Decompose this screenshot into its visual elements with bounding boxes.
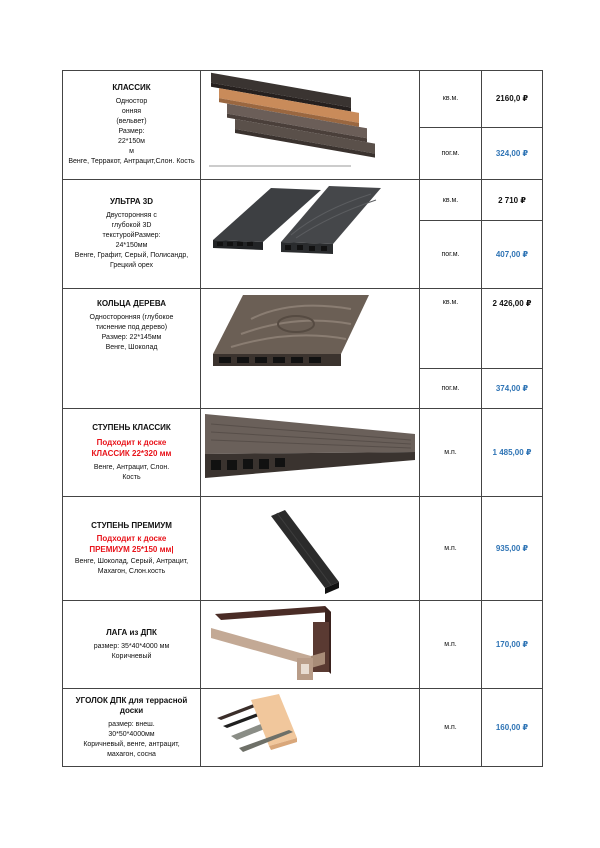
product-description xyxy=(63,497,201,601)
corner-image xyxy=(201,690,420,766)
product-description xyxy=(63,689,201,767)
product-name: СТУПЕНЬ ПРЕМИУМ xyxy=(91,520,172,530)
product-image-corner xyxy=(201,689,420,767)
product-image-step-premium xyxy=(201,497,420,601)
desc-line: Коричневый xyxy=(111,652,152,660)
product-image-classic xyxy=(201,71,420,180)
table-row xyxy=(63,289,543,369)
price-value: 2 426,00 ₽ xyxy=(482,289,543,369)
desc-line: махагон, сосна xyxy=(107,750,156,758)
desc-line: Венге, Антрацит, Слон. xyxy=(93,463,170,471)
desc-line: Коричневый, венге, антрацит, xyxy=(83,740,180,748)
price-value: 407,00 ₽ xyxy=(482,221,543,289)
product-image-ultra xyxy=(201,180,420,289)
compat-note: КЛАССИК 22*320 мм xyxy=(91,448,172,458)
table-row xyxy=(63,180,543,221)
step-premium-image xyxy=(201,498,420,600)
price-value: 374,00 ₽ xyxy=(482,369,543,409)
price-value: 1 485,00 ₽ xyxy=(482,409,543,497)
desc-line: онняя xyxy=(121,108,142,115)
desc-line: Махагон, Слон.кость xyxy=(97,567,166,575)
unit-cell: м.п. xyxy=(420,497,482,601)
table-row xyxy=(63,497,543,601)
price-value: 935,00 ₽ xyxy=(482,497,543,601)
desc-line: Кость xyxy=(122,473,141,481)
product-description xyxy=(63,180,201,289)
unit-cell: м.п. xyxy=(420,601,482,689)
unit-cell: кв.м. xyxy=(420,289,482,369)
desc-line: текстуройРазмер: xyxy=(102,232,161,239)
joist-image xyxy=(201,602,420,688)
table-row xyxy=(63,409,543,497)
desc-line: Односторонняя (глубокое xyxy=(89,314,174,321)
price-value: 324,00 ₽ xyxy=(482,127,543,179)
unit-cell: пог.м. xyxy=(420,369,482,409)
step-classic-image xyxy=(201,410,420,496)
compat-note: Подходит к доске xyxy=(96,533,167,543)
desc-line: Размер: 22*145мм xyxy=(101,334,162,341)
product-name: СТУПЕНЬ КЛАССИК xyxy=(92,422,171,432)
table-row xyxy=(63,601,543,689)
desc-line: размер: 35*40*4000 мм xyxy=(93,642,170,650)
desc-line: Грецкий орех xyxy=(109,262,154,269)
table-row xyxy=(63,71,543,128)
desc-line: Венге, Терракот, Антрацит,Слон. Кость xyxy=(68,158,195,165)
product-description xyxy=(63,71,201,180)
rings-board-image xyxy=(201,289,420,369)
desc-line: размер: внеш. xyxy=(108,720,155,728)
classic-boards-image xyxy=(201,71,420,179)
product-name: КЛАССИК xyxy=(112,83,151,92)
desc-line: Венге, Шоколад, Серый, Антрацит, xyxy=(74,557,189,565)
price-value: 2160,0 ₽ xyxy=(482,71,543,128)
product-name: УГОЛОК ДПК для террасной доски xyxy=(75,695,188,715)
price-value: 160,00 ₽ xyxy=(482,689,543,767)
product-description xyxy=(63,601,201,689)
ultra-boards-image xyxy=(201,180,420,288)
compat-note: Подходит к доске xyxy=(96,437,167,447)
desc-line: глубокой 3D xyxy=(111,222,152,229)
price-value: 2 710 ₽ xyxy=(482,180,543,221)
unit-cell: пог.м. xyxy=(420,221,482,289)
desc-line: (вельвет) xyxy=(116,118,147,125)
unit-cell: кв.м. xyxy=(420,71,482,128)
product-image-step-classic xyxy=(201,409,420,497)
desc-line: Одностор xyxy=(115,98,148,105)
desc-line: м xyxy=(129,148,134,155)
desc-line: тиснение под дерево) xyxy=(95,324,168,331)
product-name: КОЛЬЦА ДЕРЕВА xyxy=(97,299,166,308)
unit-cell: м.п. xyxy=(420,409,482,497)
unit-cell: м.п. xyxy=(420,689,482,767)
price-value: 170,00 ₽ xyxy=(482,601,543,689)
product-image-joist xyxy=(201,601,420,689)
desc-line: 22*150м xyxy=(117,138,145,145)
unit-cell: пог.м. xyxy=(420,127,482,179)
desc-line: Венге, Шоколад xyxy=(105,344,158,351)
unit-cell: кв.м. xyxy=(420,180,482,221)
product-name: УЛЬТРА 3D xyxy=(110,197,153,206)
price-table xyxy=(62,70,543,767)
desc-line: 24*150мм xyxy=(115,242,148,249)
compat-note: ПРЕМИУМ 25*150 мм| xyxy=(89,544,174,554)
desc-line: 30*50*4000мм xyxy=(108,730,155,738)
desc-line: Венге, Графит, Серый, Полисандр, xyxy=(74,252,189,259)
desc-line: Двусторонняя с xyxy=(106,212,157,219)
product-name: ЛАГА из ДПК xyxy=(106,627,157,637)
product-description xyxy=(63,409,201,497)
table-row xyxy=(63,689,543,767)
product-description xyxy=(63,289,201,409)
desc-line: Размер: xyxy=(118,128,145,135)
product-image-rings xyxy=(201,289,420,409)
